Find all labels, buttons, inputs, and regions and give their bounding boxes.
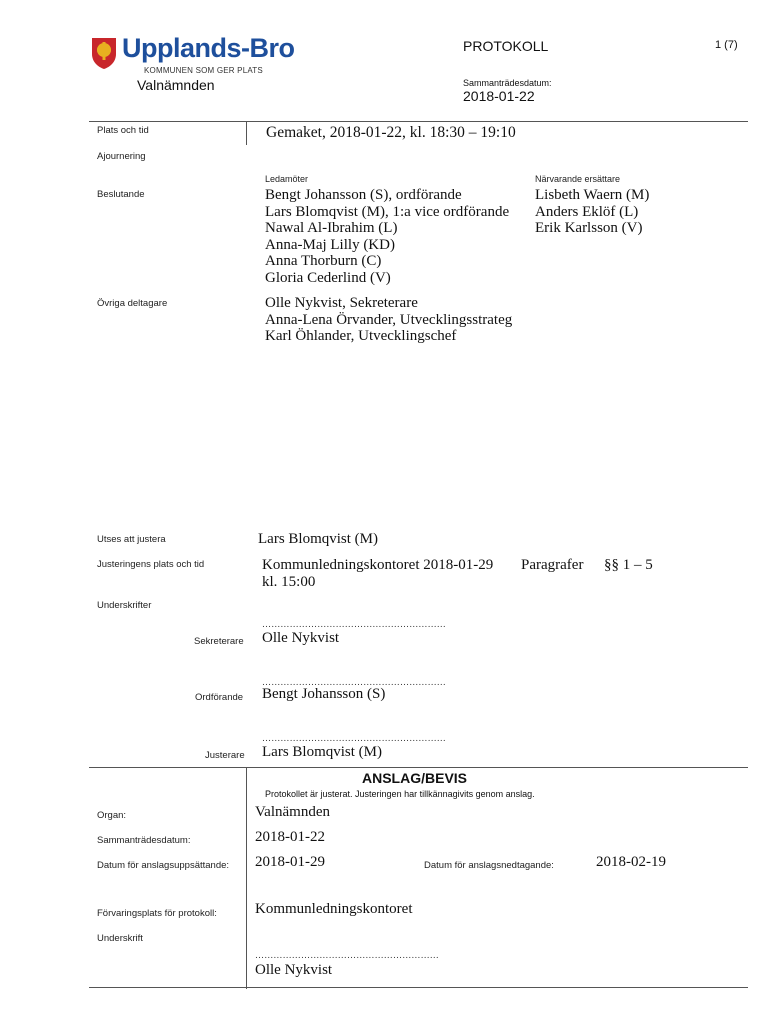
list-item: Anna-Maj Lilly (KD) bbox=[265, 236, 395, 253]
list-item: Lisbeth Waern (M) bbox=[535, 187, 650, 203]
logo-tagline: KOMMUNEN SOM GER PLATS bbox=[144, 66, 263, 75]
signature-line: …………………………………………………… bbox=[255, 950, 439, 960]
logo bbox=[90, 33, 300, 78]
meeting-date-label: Sammanträdesdatum: bbox=[463, 78, 552, 88]
coat-of-arms-icon bbox=[90, 36, 118, 70]
signature-line: …………………………………………………… bbox=[262, 733, 446, 743]
posted-date-label: Datum för anslagsuppsättande: bbox=[97, 860, 230, 871]
list-item: Anders Eklöf (L) bbox=[535, 203, 639, 220]
place-time-value: Gemaket, 2018-01-22, kl. 18:30 – 19:10 bbox=[266, 124, 516, 141]
list-item: Bengt Johansson (S), ordförande bbox=[265, 187, 462, 203]
storage-label: Förvaringsplats för protokoll: bbox=[97, 908, 217, 919]
signer-name: Olle Nykvist bbox=[255, 962, 333, 978]
members-header: Ledamöter bbox=[265, 174, 309, 184]
adjuster-name: Lars Blomqvist (M) bbox=[262, 744, 382, 760]
other-participants-list bbox=[265, 295, 512, 345]
notice-date-value: 2018-01-22 bbox=[255, 829, 325, 845]
header-divider bbox=[89, 121, 748, 122]
logo-wordmark: Upplands-Bro bbox=[122, 33, 295, 63]
footer-divider bbox=[89, 987, 748, 988]
meeting-date: 2018-01-22 bbox=[463, 88, 535, 104]
adjust-place-time-label: Justeringens plats och tid bbox=[97, 559, 205, 570]
chair-label: Ordförande bbox=[195, 692, 244, 703]
storage-value: Kommunledningskontoret bbox=[255, 901, 413, 917]
deciding-label: Beslutande bbox=[97, 189, 145, 200]
signature-label: Underskrift bbox=[97, 933, 143, 944]
signatures-label: Underskrifter bbox=[97, 600, 152, 611]
organ-value: Valnämnden bbox=[255, 804, 330, 820]
column-divider-top bbox=[246, 121, 247, 145]
removed-date-label: Datum för anslagsnedtagande: bbox=[424, 860, 554, 871]
members-list bbox=[265, 187, 509, 286]
list-item: Gloria Cederlind (V) bbox=[265, 269, 391, 286]
notice-date-label: Sammanträdesdatum: bbox=[97, 835, 191, 846]
notice-title: ANSLAG/BEVIS bbox=[362, 770, 468, 786]
page-number: 1 (7) bbox=[715, 39, 738, 51]
chair-name: Bengt Johansson (S) bbox=[262, 686, 386, 702]
notice-subtitle: Protokollet är justerat. Justeringen har tillkännagivits genom anslag. bbox=[265, 789, 535, 799]
paragraphs-value: §§ 1 – 5 bbox=[604, 557, 653, 573]
list-item: Olle Nykvist, Sekreterare bbox=[265, 295, 418, 311]
list-item: Anna Thorburn (C) bbox=[265, 253, 382, 269]
list-item: Erik Karlsson (V) bbox=[535, 220, 643, 236]
adjuster-label: Justerare bbox=[205, 750, 245, 761]
substitutes-list bbox=[535, 187, 649, 237]
list-item: Lars Blomqvist (M), 1:a vice ordförande bbox=[265, 203, 510, 220]
appointed-adjuster-label: Utses att justera bbox=[97, 534, 166, 545]
column-divider-bottom bbox=[246, 767, 247, 989]
adjust-place-time-value: Kommunledningskontoret 2018-01-29 kl. 15:00 bbox=[262, 557, 494, 590]
document-type: PROTOKOLL bbox=[463, 38, 549, 54]
signature-line: …………………………………………………… bbox=[262, 619, 446, 629]
secretary-name: Olle Nykvist bbox=[262, 630, 340, 646]
signature-line: …………………………………………………… bbox=[262, 677, 446, 687]
secretary-label: Sekreterare bbox=[194, 636, 244, 647]
list-item: Anna-Lena Örvander, Utvecklingsstrateg bbox=[265, 311, 513, 328]
removed-date-value: 2018-02-19 bbox=[596, 854, 666, 870]
paragraphs-label: Paragrafer bbox=[521, 557, 584, 573]
other-participants-label: Övriga deltagare bbox=[97, 298, 168, 309]
list-item: Nawal Al-Ibrahim (L) bbox=[265, 220, 398, 236]
notice-divider bbox=[89, 767, 748, 768]
substitutes-header: Närvarande ersättare bbox=[535, 174, 621, 184]
place-time-label: Plats och tid bbox=[97, 125, 149, 136]
committee-name: Valnämnden bbox=[137, 77, 215, 93]
posted-date-value: 2018-01-29 bbox=[255, 854, 325, 870]
list-item: Karl Öhlander, Utvecklingschef bbox=[265, 328, 457, 344]
organ-label: Organ: bbox=[97, 810, 127, 821]
appointed-adjuster-value: Lars Blomqvist (M) bbox=[258, 531, 378, 547]
adjournment-label: Ajournering bbox=[97, 151, 146, 162]
